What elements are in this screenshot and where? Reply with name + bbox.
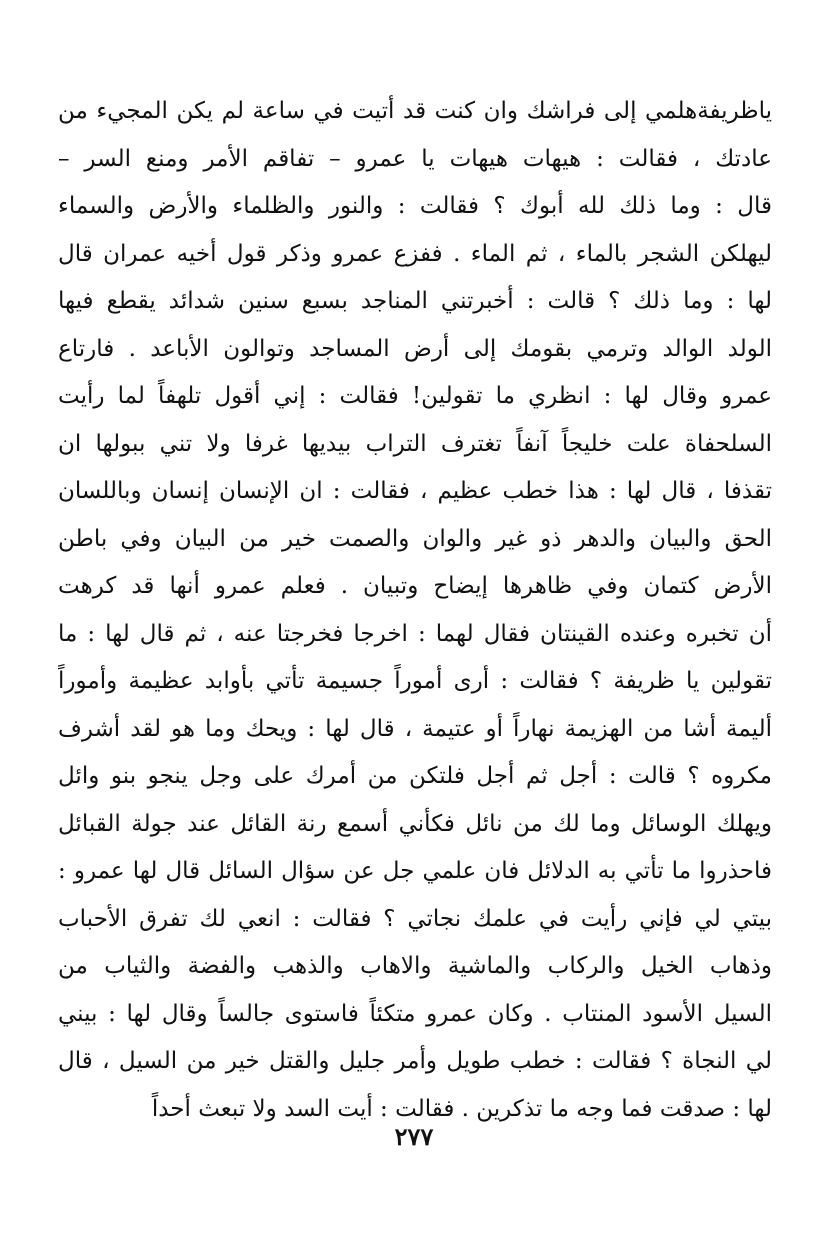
- text-line-16: ويهلك الوسائل وما لك من نائل فكأني أسمع رنة القائل عند جولة القبائل: [58, 810, 772, 837]
- text-line-7: عمرو وقال لها : انظري ما تقولين! فقالت : إني أقول تلهفاً لما رأيت: [58, 383, 772, 409]
- text-line-9: تقذفا ، قال لها : هذا خطب عظيم ، فقالت : ان الإنسان إنسان وباللسان: [58, 478, 772, 504]
- text-line-20: السيل الأسود المنتاب . وكان عمرو متكئاً فاستوى جالساً وقال لها : بيني: [58, 1000, 772, 1027]
- text-line-21: لي النجاة ؟ فقالت : خطب طويل وأمر جليل والقتل خير من السيل ، قال: [58, 1048, 772, 1074]
- text-line-17: فاحذروا ما تأتي به الدلائل فان علمي جل عن سؤال السائل قال لها عمرو :: [58, 858, 772, 884]
- text-line-8: السلحفاة علت خليجاً آنفاً تغترف التراب بيديها غرفا ولا تني ببولها ان: [58, 430, 772, 457]
- text-line-2: عادتك ، فقالت : هيهات هيهات يا عمرو – تفاقم الأمر ومنع السر –: [58, 145, 772, 172]
- text-line-5: لها : وما ذلك ؟ قالت : أخبرتني المناجد بسبع سنين شدائد يقطع فيها: [58, 288, 772, 314]
- text-line-14: أليمة أشا من الهزيمة نهاراً أو عتيمة ، قال لها : ويحك وما هو لقد أشرف: [58, 715, 772, 742]
- text-line-1: ياظريفةهلمي إلى فراشك وان كنت قد أتيت في ساعة لم يكن المجيء من: [58, 98, 772, 124]
- text-line-3: قال : وما ذلك لله أبوك ؟ فقالت : والنور والظلماء والأرض والسماء: [58, 193, 772, 219]
- text-line-22: لها : صدقت فما وجه ما تذكرين . فقالت : أيت السد ولا تبعث أحداً: [151, 1095, 772, 1122]
- text-line-15: مكروه ؟ قالت : أجل ثم أجل فلتكن من أمرك على وجل ينجو بنو وائل: [58, 763, 772, 789]
- text-line-10: الحق والبيان والدهر ذو غير والوان والصمت خير من البيان وفي باطن: [58, 525, 772, 552]
- text-line-19: وذهاب الخيل والركاب والماشية والاهاب والذهب والفضة والثياب من: [58, 953, 772, 979]
- text-line-11: الأرض كتمان وفي ظاهرها إيضاح وتبيان . فعلم عمرو أنها قد كرهت: [58, 573, 772, 599]
- page-number: ٢٧٧: [394, 1122, 434, 1151]
- body-text: [58, 88, 772, 1133]
- text-line-13: تقولين يا ظريفة ؟ فقالت : أرى أموراً جسيمة تأتي بأوابد عظيمة وأموراً: [58, 668, 772, 694]
- text-line-18: بيتي لي فإني رأيت في علمك نجاتي ؟ فقالت : انعي لك تفرق الأحباب: [58, 905, 772, 932]
- text-line-6: الولد الوالد وترمي بقومك إلى أرض المساجد وتوالون الأباعد . فارتاع: [58, 335, 772, 362]
- text-line-12: أن تخبره وعنده القينتان فقال لهما : اخرجا فخرجتا عنه ، ثم قال لها : ما: [58, 620, 772, 647]
- text-line-4: ليهلكن الشجر بالماء ، ثم الماء . ففزع عمرو وذكر قول أخيه عمران قال: [58, 240, 772, 267]
